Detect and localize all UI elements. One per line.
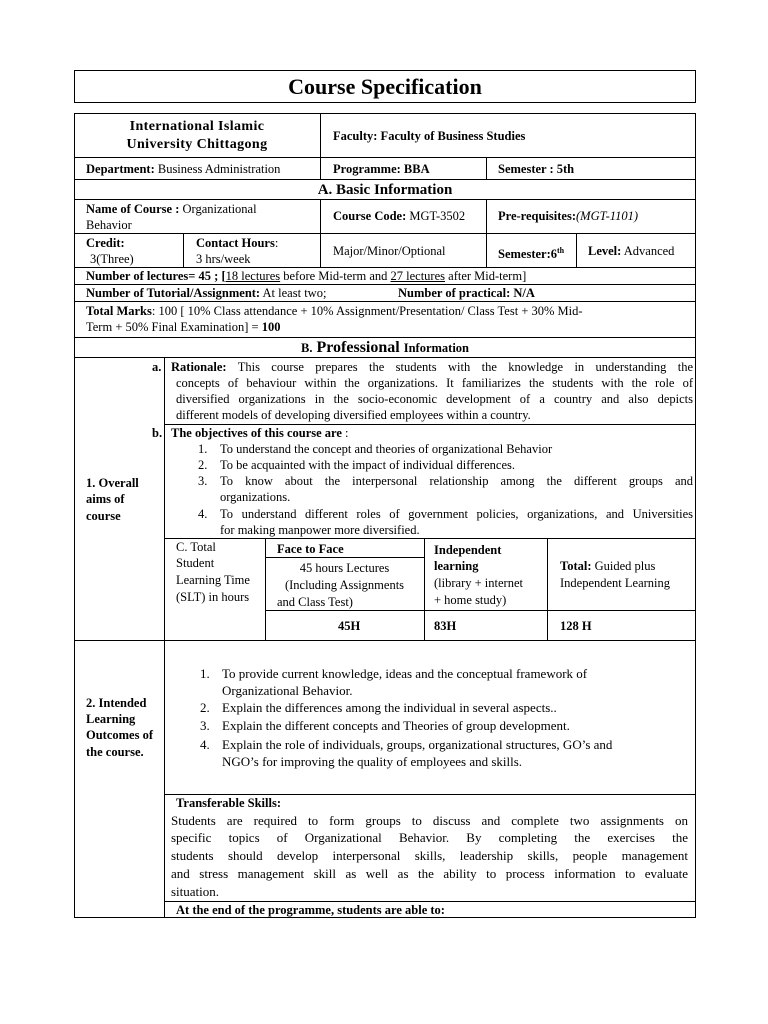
transferable-line-2: specific topics of Organizational Behavior. By completing the exercises the xyxy=(171,830,688,845)
hours-face-to-face: 45H xyxy=(338,619,361,633)
objectives-marker: b. xyxy=(152,426,163,440)
aims-label-3: course xyxy=(86,509,121,523)
marks-line1: Total Marks: 100 [ 10% Class attendance + 10% Assignment/Presentation/ Class Test + 30% Mid- xyxy=(86,304,583,318)
marks-line2: Term + 50% Final Examination] = 100 xyxy=(86,320,281,334)
course-code-field xyxy=(333,208,465,224)
transferable-line-1: Students are required to form groups to discuss and complete two assignments on xyxy=(171,813,688,828)
credit-label: Credit: xyxy=(86,236,125,250)
marks-total: 100 xyxy=(261,320,281,334)
level-field xyxy=(588,243,674,259)
tutorial-line xyxy=(86,285,326,301)
outcome-4-text-1: Explain the role of individuals, groups, organizational structures, GO’s and xyxy=(222,737,613,752)
rationale-line-4: different models of developing diversified employees within a country. xyxy=(176,408,531,422)
outcome-3-num: 3. xyxy=(200,718,210,733)
outcome-4-num: 4. xyxy=(200,737,210,752)
course-name-line1 xyxy=(86,201,257,217)
objective-2-num: 2. xyxy=(198,458,208,472)
professional-info-heading: B. Professional Information xyxy=(300,339,469,356)
rationale-label: Rationale: xyxy=(171,360,227,374)
outcome-3-text: Explain the different concepts and Theories of group development. xyxy=(222,718,570,733)
independent-label-1: Independent xyxy=(434,543,502,557)
face-to-face-desc-1: 45 hours Lectures xyxy=(299,561,390,575)
slt-label-3: Learning Time xyxy=(176,573,250,587)
independent-label-2: learning xyxy=(434,559,479,573)
independent-desc-2: + home study) xyxy=(434,593,507,607)
major-minor-optional: Major/Minor/Optional xyxy=(333,244,446,258)
outcome-4-text-2: NGO’s for improving the quality of employees and skills. xyxy=(222,754,523,769)
rationale-line-1: Rationale: This course prepares the students with the knowledge in understanding the xyxy=(171,360,694,374)
prerequisites-label: Pre-requisites: xyxy=(498,209,576,223)
hours-total: 128 H xyxy=(560,619,592,633)
ilo-label-1: 2. Intended xyxy=(86,696,147,710)
face-to-face-desc-3: and Class Test) xyxy=(277,595,353,609)
transferable-line-4: and stress management skill as well as the ability to process information to evaluate xyxy=(171,866,688,881)
semester-number-label: Semester:6 xyxy=(498,247,557,262)
objective-1-text: To understand the concept and theories of organizational Behavior xyxy=(220,442,553,456)
transferable-line-5: situation. xyxy=(171,884,220,899)
level-label: Level: xyxy=(588,244,622,258)
total-field-1: Total: Guided plus xyxy=(560,559,656,573)
title-box xyxy=(74,70,696,103)
ilo-label-4: the course. xyxy=(86,745,144,759)
lectures-label: Number of lectures= 45 ; [ xyxy=(86,269,226,283)
outcome-1-text-2: Organizational Behavior. xyxy=(222,683,353,698)
programme-label: Programme: BBA xyxy=(333,162,430,176)
course-name-label: Name of Course : xyxy=(86,202,180,216)
course-code-label: Course Code: xyxy=(333,209,407,223)
slt-label-4: (SLT) in hours xyxy=(176,590,250,604)
hours-independent: 83H xyxy=(434,619,457,633)
objective-4-num: 4. xyxy=(198,507,208,521)
objective-3-text-2: organizations. xyxy=(220,490,291,504)
objective-3-num: 3. xyxy=(198,474,208,488)
lectures-line: Number of lectures= 45 ; [18 lectures before Mid-term and 27 lectures after Mid-term] xyxy=(86,269,527,283)
objective-1-num: 1. xyxy=(198,442,208,456)
practical-label: Number of practical: N/A xyxy=(398,286,535,300)
semester-field: Semester:6th xyxy=(498,246,565,262)
course-name-line2: Behavior xyxy=(86,218,132,232)
contact-hours-line1: Contact Hours: xyxy=(196,236,279,250)
basic-info-heading: A. Basic Information xyxy=(317,182,453,198)
objectives-heading: The objectives of this course are : xyxy=(171,426,349,440)
credit-value: 3(Three) xyxy=(90,252,134,266)
outcome-1-text-1: To provide current knowledge, ideas and the conceptual framework of xyxy=(222,666,588,681)
semester-label: Semester : 5th xyxy=(498,162,575,176)
level-value: Advanced xyxy=(623,244,675,258)
end-of-programme-line: At the end of the programme, students are able to: xyxy=(176,903,445,917)
outcome-1-num: 1. xyxy=(200,666,210,681)
face-to-face-desc-2: (Including Assignments xyxy=(284,578,405,592)
department-value: Business Administration xyxy=(157,162,281,176)
face-to-face-label: Face to Face xyxy=(277,542,344,556)
department-field xyxy=(86,161,280,177)
independent-desc-1: (library + internet xyxy=(434,576,523,590)
slt-label-1: C. Total xyxy=(176,540,216,554)
ilo-label-3: Outcomes of xyxy=(86,728,153,742)
aims-label-2: aims of xyxy=(86,492,125,506)
objectives-label: The objectives of this course are xyxy=(171,426,342,440)
marks-label: Total Marks xyxy=(86,304,152,318)
outcome-2-text: Explain the differences among the individual in several aspects.. xyxy=(222,700,557,715)
objective-4-text-1: To understand different roles of government policies, organizations, and Universities xyxy=(220,507,693,521)
contact-hours-label: Contact Hours xyxy=(196,236,275,250)
transferable-line-3: students should develop interpersonal skills, leadership skills, people management xyxy=(171,848,688,863)
rationale-marker: a. xyxy=(152,360,162,374)
objective-3-text-1: To know about the interpersonal relationship among the different groups and xyxy=(220,474,693,488)
total-label: Total: xyxy=(560,559,592,573)
rationale-line-3: diversified organizations in the socio-economic development of a country and also depicts xyxy=(176,392,693,406)
aims-label-1: 1. Overall xyxy=(86,476,139,490)
course-name-value: Organizational xyxy=(182,202,257,216)
tutorial-label: Number of Tutorial/Assignment: xyxy=(86,286,261,300)
faculty-label: Faculty: Faculty of Business Studies xyxy=(333,129,526,143)
ilo-label-2: Learning xyxy=(86,712,136,726)
transferable-skills-label: Transferable Skills: xyxy=(176,796,281,810)
objective-4-text-2: for making manpower more diversified. xyxy=(220,523,420,537)
contact-hours-value: 3 hrs/week xyxy=(196,252,251,266)
page-title: Course Specification xyxy=(288,74,482,99)
department-label: Department: xyxy=(86,162,155,176)
rationale-line-2: concepts of behaviour within the organizations. It familiarizes the students with the role of xyxy=(176,376,693,390)
prerequisites-field xyxy=(498,208,638,224)
university-name-line2: University Chittagong xyxy=(126,137,268,152)
total-desc-2: Independent Learning xyxy=(560,576,671,590)
objective-2-text: To be acquainted with the impact of individual differences. xyxy=(220,458,515,472)
outcome-2-num: 2. xyxy=(200,700,210,715)
course-code-value: MGT-3502 xyxy=(409,209,466,223)
slt-label-2: Student xyxy=(176,556,215,570)
university-name-line1: International Islamic xyxy=(129,119,265,134)
tutorial-value: At least two; xyxy=(262,286,327,300)
prerequisites-value: (MGT-1101) xyxy=(576,209,639,223)
